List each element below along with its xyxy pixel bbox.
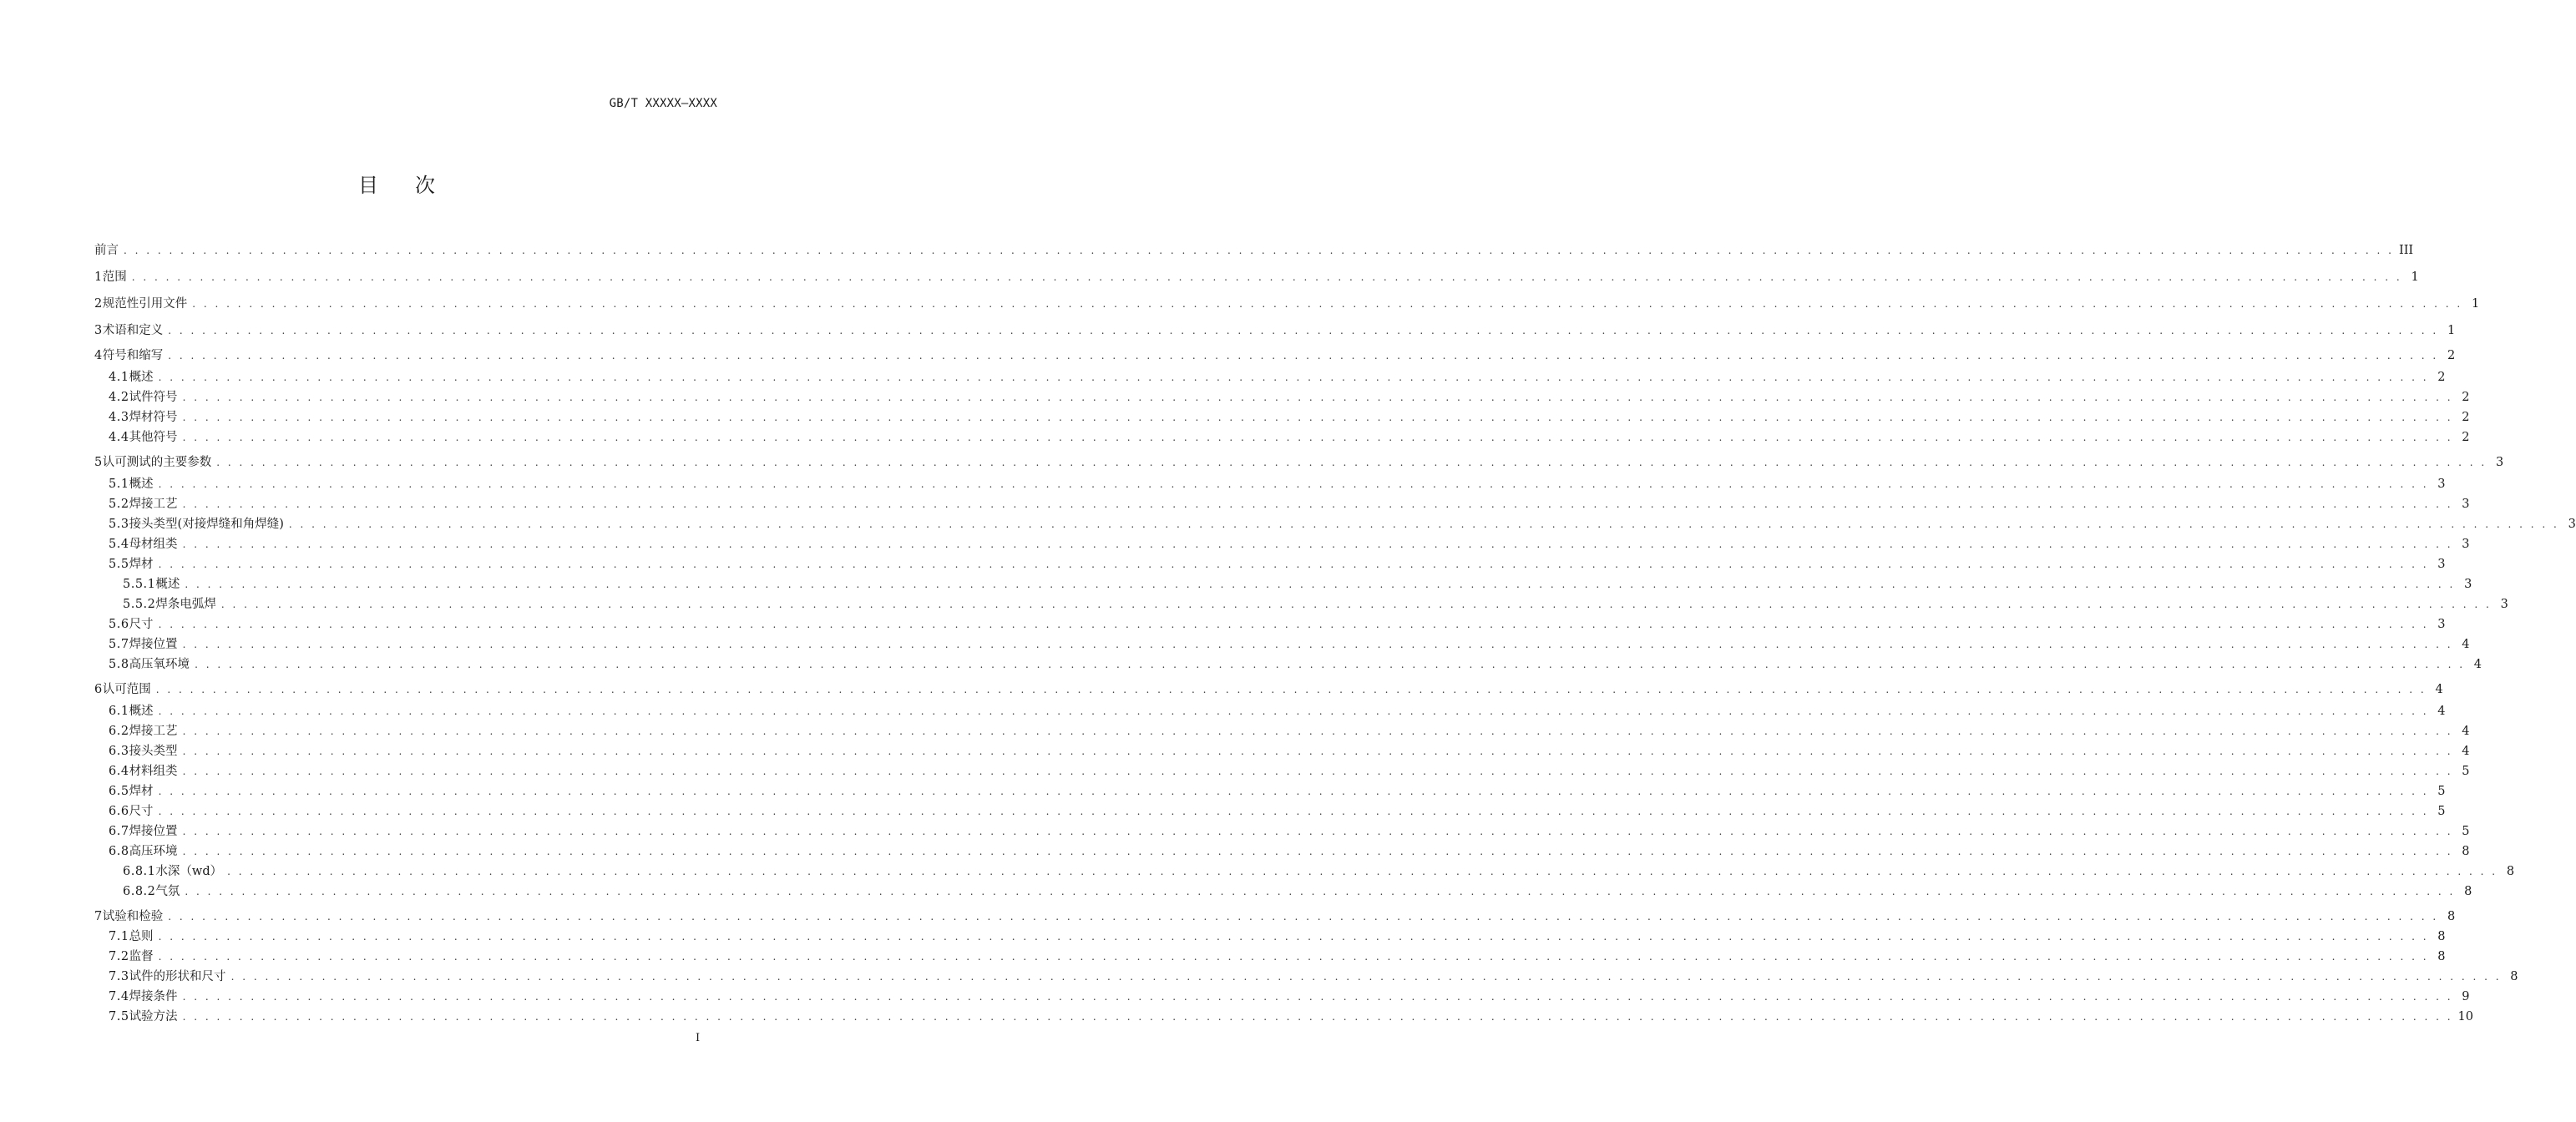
toc-leader-dots: . . . . . . . . . . . . . . . . . . . . . . . . . . . . . . . . . . . . . . . . . . . . . . . . . . . . . . . . . . . . . . . . . . . . . . . . . . . . . . . . . . . . . . . . . . . . . . . . . . . . . . . . . . . . . . . . . . . . . . . . . . . . . . . . . . . . . . . . . . . . . . . . . . . . . . . . . . . . . . . . . . . . . . . . . . . . . . . . . . . . . . . . . . . . . . . . . . . . . . . . xyxy=(182,639,2453,650)
toc-leader-dots: . . . . . . . . . . . . . . . . . . . . . . . . . . . . . . . . . . . . . . . . . . . . . . . . . . . . . . . . . . . . . . . . . . . . . . . . . . . . . . . . . . . . . . . . . . . . . . . . . . . . . . . . . . . . . . . . . . . . . . . . . . . . . . . . . . . . . . . . . . . . . . . . . . . . . . . . . . . . . . . . . . . . . . . . . . . . . . . . . . . . . . . . . . . . . . . . . . . . . . . . xyxy=(182,432,2453,443)
toc-entry-page: 8 xyxy=(2464,885,2472,898)
toc-entry-label: 概述 xyxy=(129,371,154,384)
toc-leader-dots: . . . . . . . . . . . . . . . . . . . . . . . . . . . . . . . . . . . . . . . . . . . . . . . . . . . . . . . . . . . . . . . . . . . . . . . . . . . . . . . . . . . . . . . . . . . . . . . . . . . . . . . . . . . . . . . . . . . . . . . . . . . . . . . . . . . . . . . . . . . . . . . . . . . . . . . . . . . . . . . . . . . . . . . . . . . . . . . . . . . . . . . . . . . . . . . . . . . . . . . . xyxy=(158,371,2429,383)
toc-entry-label: 监督 xyxy=(129,950,154,963)
toc-entry-number: 4.2 xyxy=(109,391,129,404)
toc-entry[interactable] xyxy=(94,429,2470,446)
toc-entry-page: 3 xyxy=(2500,598,2508,611)
toc-entry-number: 2 xyxy=(94,297,103,311)
toc-entry-label: 术语和定义 xyxy=(102,324,164,337)
toc-entry[interactable] xyxy=(94,681,2443,698)
toc-entry[interactable] xyxy=(94,347,2456,364)
toc-leader-dots: . . . . . . . . . . . . . . . . . . . . . . . . . . . . . . . . . . . . . . . . . . . . . . . . . . . . . . . . . . . . . . . . . . . . . . . . . . . . . . . . . . . . . . . . . . . . . . . . . . . . . . . . . . . . . . . . . . . . . . . . . . . . . . . . . . . . . . . . . . . . . . . . . . . . . . . . . . . . . . . . . . . . . . . . . . . . . . . . . . . . . . . . . . . . . . . . . . . . . . . . xyxy=(230,971,2502,983)
toc-entry[interactable] xyxy=(94,556,2446,573)
toc-entry[interactable] xyxy=(94,454,2504,471)
toc-entry-number: 6.4 xyxy=(109,765,129,778)
toc-leader-dots: . . . . . . . . . . . . . . . . . . . . . . . . . . . . . . . . . . . . . . . . . . . . . . . . . . . . . . . . . . . . . . . . . . . . . . . . . . . . . . . . . . . . . . . . . . . . . . . . . . . . . . . . . . . . . . . . . . . . . . . . . . . . . . . . . . . . . . . . . . . . . . . . . . . . . . . . . . . . . . . . . . . . . . . . . . . . . . . . . . . . . . . . . . . . . . . . . . . . . . . . xyxy=(155,684,2427,695)
toc-entry-number: 4.1 xyxy=(109,371,129,384)
toc-entry[interactable] xyxy=(94,928,2446,945)
toc-entry[interactable] xyxy=(94,516,2576,533)
toc-leader-dots: . . . . . . . . . . . . . . . . . . . . . . . . . . . . . . . . . . . . . . . . . . . . . . . . . . . . . . . . . . . . . . . . . . . . . . . . . . . . . . . . . . . . . . . . . . . . . . . . . . . . . . . . . . . . . . . . . . . . . . . . . . . . . . . . . . . . . . . . . . . . . . . . . . . . . . . . . . . . . . . . . . . . . . . . . . . . . . . . . . . . . . . . . . . . . . . . . . . . . . . . xyxy=(158,786,2429,797)
toc-leader-dots: . . . . . . . . . . . . . . . . . . . . . . . . . . . . . . . . . . . . . . . . . . . . . . . . . . . . . . . . . . . . . . . . . . . . . . . . . . . . . . . . . . . . . . . . . . . . . . . . . . . . . . . . . . . . . . . . . . . . . . . . . . . . . . . . . . . . . . . . . . . . . . . . . . . . . . . . . . . . . . . . . . . . . . . . . . . . . . . . . . . . . . . . . . . . . . . . . . . . . . . . xyxy=(124,245,2394,256)
toc-entry-label: 焊接条件 xyxy=(129,990,178,1003)
toc-entry-label: 接头类型 xyxy=(129,745,178,758)
toc-entry[interactable] xyxy=(94,409,2470,426)
toc-entry[interactable] xyxy=(94,968,2518,985)
toc-entry-page: III xyxy=(2398,244,2414,257)
toc-entry[interactable] xyxy=(94,269,2419,286)
toc-entry-label: 认可测试的主要参数 xyxy=(102,456,212,469)
toc-entry-number: 6.1 xyxy=(109,705,129,718)
toc-entry[interactable] xyxy=(94,863,2515,880)
toc-entry-label: 高压氧环境 xyxy=(129,658,190,671)
toc-leader-dots: . . . . . . . . . . . . . . . . . . . . . . . . . . . . . . . . . . . . . . . . . . . . . . . . . . . . . . . . . . . . . . . . . . . . . . . . . . . . . . . . . . . . . . . . . . . . . . . . . . . . . . . . . . . . . . . . . . . . . . . . . . . . . . . . . . . . . . . . . . . . . . . . . . . . . . . . . . . . . . . . . . . . . . . . . . . . . . . . . . . . . . . . . . . . . . . . . . . . . . . . xyxy=(158,619,2429,630)
toc-leader-dots: . . . . . . . . . . . . . . . . . . . . . . . . . . . . . . . . . . . . . . . . . . . . . . . . . . . . . . . . . . . . . . . . . . . . . . . . . . . . . . . . . . . . . . . . . . . . . . . . . . . . . . . . . . . . . . . . . . . . . . . . . . . . . . . . . . . . . . . . . . . . . . . . . . . . . . . . . . . . . . . . . . . . . . . . . . . . . . . . . . . . . . . . . . . . . . . . . . . . . . . . xyxy=(182,392,2453,403)
toc-entry-number: 7.4 xyxy=(109,990,129,1003)
toc-entry-label: 水深（wd） xyxy=(155,865,223,878)
toc-entry-label: 焊材 xyxy=(129,785,154,798)
toc-entry-label: 认可范围 xyxy=(102,683,151,696)
toc-entry-label: 高压环境 xyxy=(129,845,178,858)
toc-entry-label: 前言 xyxy=(94,244,119,257)
toc-entry-number: 6.3 xyxy=(109,745,129,758)
toc-entry-number: 7.1 xyxy=(109,930,129,943)
toc-entry-label: 气氛 xyxy=(155,885,180,898)
toc-entry[interactable] xyxy=(94,908,2456,925)
toc-entry-label: 焊接工艺 xyxy=(129,498,178,511)
toc-entry-number: 3 xyxy=(94,324,103,337)
toc-entry[interactable] xyxy=(94,596,2508,613)
toc-entry-number: 7.5 xyxy=(109,1010,129,1023)
page-title xyxy=(0,169,793,198)
toc-entry-number: 5.5.1 xyxy=(123,578,156,591)
toc-entry-label: 试验和检验 xyxy=(102,910,164,923)
toc-entry-number: 5.1 xyxy=(109,478,129,491)
toc-entry-page: 8 xyxy=(2437,950,2446,963)
toc-leader-dots: . . . . . . . . . . . . . . . . . . . . . . . . . . . . . . . . . . . . . . . . . . . . . . . . . . . . . . . . . . . . . . . . . . . . . . . . . . . . . . . . . . . . . . . . . . . . . . . . . . . . . . . . . . . . . . . . . . . . . . . . . . . . . . . . . . . . . . . . . . . . . . . . . . . . . . . . . . . . . . . . . . . . . . . . . . . . . . . . . . . . . . . . . . . . . . . . . . . . . . . . xyxy=(158,806,2429,817)
toc-entry-page: 5 xyxy=(2462,765,2470,778)
toc-entry-page: 4 xyxy=(2462,725,2470,738)
toc-entry-number: 4 xyxy=(94,349,103,362)
toc-entry-page: 8 xyxy=(2447,910,2456,923)
toc-entry-number: 6.8.2 xyxy=(123,885,156,898)
toc-leader-dots: . . . . . . . . . . . . . . . . . . . . . . . . . . . . . . . . . . . . . . . . . . . . . . . . . . . . . . . . . . . . . . . . . . . . . . . . . . . . . . . . . . . . . . . . . . . . . . . . . . . . . . . . . . . . . . . . . . . . . . . . . . . . . . . . . . . . . . . . . . . . . . . . . . . . . . . . . . . . . . . . . . . . . . . . . . . . . . . . . . . . . . . . . . . . . . . . . . . . . . . . xyxy=(158,931,2429,943)
toc-entry-page: 3 xyxy=(2462,538,2470,551)
toc-entry-label: 概述 xyxy=(129,705,154,718)
toc-entry-number: 7.2 xyxy=(109,950,129,963)
toc-leader-dots: . . . . . . . . . . . . . . . . . . . . . . . . . . . . . . . . . . . . . . . . . . . . . . . . . . . . . . . . . . . . . . . . . . . . . . . . . . . . . . . . . . . . . . . . . . . . . . . . . . . . . . . . . . . . . . . . . . . . . . . . . . . . . . . . . . . . . . . . . . . . . . . . . . . . . . . . . . . . . . . . . . . . . . . . . . . . . . . . . . . . . . . . . . . . . . . . . . . . . . . . xyxy=(195,659,2466,670)
toc-entry[interactable] xyxy=(94,703,2446,720)
toc-entry-number: 5.5.2 xyxy=(123,598,156,611)
toc-entry-number: 1 xyxy=(94,270,103,284)
toc-entry-label: 焊材 xyxy=(129,558,154,571)
toc-entry[interactable] xyxy=(94,743,2470,760)
toc-entry[interactable] xyxy=(94,783,2446,800)
toc-entry-page: 1 xyxy=(2471,297,2480,311)
toc-leader-dots: . . . . . . . . . . . . . . . . . . . . . . . . . . . . . . . . . . . . . . . . . . . . . . . . . . . . . . . . . . . . . . . . . . . . . . . . . . . . . . . . . . . . . . . . . . . . . . . . . . . . . . . . . . . . . . . . . . . . . . . . . . . . . . . . . . . . . . . . . . . . . . . . . . . . . . . . . . . . . . . . . . . . . . . . . . . . . . . . . . . . . . . . . . . . . . . . . . . . . . . . xyxy=(182,846,2453,857)
toc-entry-label: 焊接工艺 xyxy=(129,725,178,738)
toc-entry-page: 2 xyxy=(2462,431,2470,444)
toc-leader-dots: . . . . . . . . . . . . . . . . . . . . . . . . . . . . . . . . . . . . . . . . . . . . . . . . . . . . . . . . . . . . . . . . . . . . . . . . . . . . . . . . . . . . . . . . . . . . . . . . . . . . . . . . . . . . . . . . . . . . . . . . . . . . . . . . . . . . . . . . . . . . . . . . . . . . . . . . . . . . . . . . . . . . . . . . . . . . . . . . . . . . . . . . . . . . . . . . . . . . . . . . xyxy=(182,826,2453,837)
toc-entry[interactable] xyxy=(94,369,2446,386)
toc-entry-page: 3 xyxy=(2437,558,2446,571)
toc-entry[interactable] xyxy=(94,476,2446,493)
toc-entry-page: 8 xyxy=(2437,930,2446,943)
toc-entry-number: 7.3 xyxy=(109,970,129,983)
toc-leader-dots: . . . . . . . . . . . . . . . . . . . . . . . . . . . . . . . . . . . . . . . . . . . . . . . . . . . . . . . . . . . . . . . . . . . . . . . . . . . . . . . . . . . . . . . . . . . . . . . . . . . . . . . . . . . . . . . . . . . . . . . . . . . . . . . . . . . . . . . . . . . . . . . . . . . . . . . . . . . . . . . . . . . . . . . . . . . . . . . . . . . . . . . . . . . . . . . . . . . . . . . . xyxy=(220,599,2492,610)
toc-entry-page: 5 xyxy=(2437,805,2446,818)
toc-entry-page: 4 xyxy=(2473,658,2482,671)
toc-entry[interactable] xyxy=(94,763,2470,780)
toc-entry-number: 5.4 xyxy=(109,538,129,551)
toc-entry-page: 4 xyxy=(2437,705,2446,718)
toc-leader-dots: . . . . . . . . . . . . . . . . . . . . . . . . . . . . . . . . . . . . . . . . . . . . . . . . . . . . . . . . . . . . . . . . . . . . . . . . . . . . . . . . . . . . . . . . . . . . . . . . . . . . . . . . . . . . . . . . . . . . . . . . . . . . . . . . . . . . . . . . . . . . . . . . . . . . . . . . . . . . . . . . . . . . . . . . . . . . . . . . . . . . . . . . . . . . . . . . . . . . . . . . xyxy=(182,766,2453,777)
toc-leader-dots: . . . . . . . . . . . . . . . . . . . . . . . . . . . . . . . . . . . . . . . . . . . . . . . . . . . . . . . . . . . . . . . . . . . . . . . . . . . . . . . . . . . . . . . . . . . . . . . . . . . . . . . . . . . . . . . . . . . . . . . . . . . . . . . . . . . . . . . . . . . . . . . . . . . . . . . . . . . . . . . . . . . . . . . . . . . . . . . . . . . . . . . . . . . . . . . . . . . . . . . . xyxy=(182,412,2453,423)
title-char-2: 次 xyxy=(415,174,435,197)
toc-entry-page: 3 xyxy=(2437,478,2446,491)
title-char-1: 目 xyxy=(358,174,378,197)
toc-entry-page: 5 xyxy=(2462,825,2470,838)
toc-entry[interactable] xyxy=(94,496,2470,513)
toc-entry[interactable] xyxy=(94,536,2470,553)
toc-entry-page: 2 xyxy=(2462,391,2470,404)
toc-leader-dots: . . . . . . . . . . . . . . . . . . . . . . . . . . . . . . . . . . . . . . . . . . . . . . . . . . . . . . . . . . . . . . . . . . . . . . . . . . . . . . . . . . . . . . . . . . . . . . . . . . . . . . . . . . . . . . . . . . . . . . . . . . . . . . . . . . . . . . . . . . . . . . . . . . . . . . . . . . . . . . . . . . . . . . . . . . . . . . . . . . . . . . . . . . . . . . . . . . . . . . . . xyxy=(192,298,2463,310)
toc-leader-dots: . . . . . . . . . . . . . . . . . . . . . . . . . . . . . . . . . . . . . . . . . . . . . . . . . . . . . . . . . . . . . . . . . . . . . . . . . . . . . . . . . . . . . . . . . . . . . . . . . . . . . . . . . . . . . . . . . . . . . . . . . . . . . . . . . . . . . . . . . . . . . . . . . . . . . . . . . . . . . . . . . . . . . . . . . . . . . . . . . . . . . . . . . . . . . . . . . . . . . . . . xyxy=(158,951,2429,963)
toc-entry-number: 5.7 xyxy=(109,638,129,651)
toc-entry-label: 概述 xyxy=(155,578,180,591)
toc-entry-label: 试件符号 xyxy=(129,391,178,404)
toc-entry-label: 总则 xyxy=(129,930,154,943)
toc-entry[interactable] xyxy=(94,636,2470,653)
toc-entry-label: 概述 xyxy=(129,478,154,491)
toc-entry-number: 5 xyxy=(94,456,103,469)
toc-entry[interactable] xyxy=(94,723,2470,740)
toc-entry-label: 试验方法 xyxy=(129,1010,178,1023)
toc-entry-number: 6.8 xyxy=(109,845,129,858)
toc-entry-page: 2 xyxy=(2447,349,2456,362)
toc-entry[interactable] xyxy=(94,823,2470,840)
toc-entry-page: 4 xyxy=(2462,638,2470,651)
toc-entry-page: 3 xyxy=(2568,518,2576,531)
toc-entry-label: 焊接位置 xyxy=(129,638,178,651)
toc-leader-dots: . . . . . . . . . . . . . . . . . . . . . . . . . . . . . . . . . . . . . . . . . . . . . . . . . . . . . . . . . . . . . . . . . . . . . . . . . . . . . . . . . . . . . . . . . . . . . . . . . . . . . . . . . . . . . . . . . . . . . . . . . . . . . . . . . . . . . . . . . . . . . . . . . . . . . . . . . . . . . . . . . . . . . . . . . . . . . . . . . . . . . . . . . . . . . . . . . . . . . . . . xyxy=(216,457,2487,468)
toc-entry-label: 试件的形状和尺寸 xyxy=(129,970,226,983)
toc-entry[interactable] xyxy=(94,988,2470,1005)
toc-leader-dots: . . . . . . . . . . . . . . . . . . . . . . . . . . . . . . . . . . . . . . . . . . . . . . . . . . . . . . . . . . . . . . . . . . . . . . . . . . . . . . . . . . . . . . . . . . . . . . . . . . . . . . . . . . . . . . . . . . . . . . . . . . . . . . . . . . . . . . . . . . . . . . . . . . . . . . . . . . . . . . . . . . . . . . . . . . . . . . . . . . . . . . . . . . . . . . . . . . . . . . . . xyxy=(288,518,2559,530)
toc-leader-dots: . . . . . . . . . . . . . . . . . . . . . . . . . . . . . . . . . . . . . . . . . . . . . . . . . . . . . . . . . . . . . . . . . . . . . . . . . . . . . . . . . . . . . . . . . . . . . . . . . . . . . . . . . . . . . . . . . . . . . . . . . . . . . . . . . . . . . . . . . . . . . . . . . . . . . . . . . . . . . . . . . . . . . . . . . . . . . . . . . . . . . . . . . . . . . . . . . . . . . . . . xyxy=(168,325,2439,336)
toc-entry-number: 6.8.1 xyxy=(123,865,156,878)
toc-entry-label: 母材组类 xyxy=(129,538,178,551)
toc-leader-dots: . . . . . . . . . . . . . . . . . . . . . . . . . . . . . . . . . . . . . . . . . . . . . . . . . . . . . . . . . . . . . . . . . . . . . . . . . . . . . . . . . . . . . . . . . . . . . . . . . . . . . . . . . . . . . . . . . . . . . . . . . . . . . . . . . . . . . . . . . . . . . . . . . . . . . . . . . . . . . . . . . . . . . . . . . . . . . . . . . . . . . . . . . . . . . . . . . . . . . . . . xyxy=(227,866,2498,877)
toc-entry-number: 5.3 xyxy=(109,518,129,531)
toc-entry-number: 6.7 xyxy=(109,825,129,838)
toc-entry-page: 5 xyxy=(2437,785,2446,798)
toc-entry-label: 焊接位置 xyxy=(129,825,178,838)
toc-entry[interactable] xyxy=(94,576,2472,593)
toc-entry-page: 3 xyxy=(2437,618,2446,631)
toc-entry[interactable] xyxy=(94,389,2470,406)
toc-leader-dots: . . . . . . . . . . . . . . . . . . . . . . . . . . . . . . . . . . . . . . . . . . . . . . . . . . . . . . . . . . . . . . . . . . . . . . . . . . . . . . . . . . . . . . . . . . . . . . . . . . . . . . . . . . . . . . . . . . . . . . . . . . . . . . . . . . . . . . . . . . . . . . . . . . . . . . . . . . . . . . . . . . . . . . . . . . . . . . . . . . . . . . . . . . . . . . . . . . . . . . . . xyxy=(182,745,2453,757)
toc-entry[interactable] xyxy=(94,948,2446,965)
toc-leader-dots: . . . . . . . . . . . . . . . . . . . . . . . . . . . . . . . . . . . . . . . . . . . . . . . . . . . . . . . . . . . . . . . . . . . . . . . . . . . . . . . . . . . . . . . . . . . . . . . . . . . . . . . . . . . . . . . . . . . . . . . . . . . . . . . . . . . . . . . . . . . . . . . . . . . . . . . . . . . . . . . . . . . . . . . . . . . . . . . . . . . . . . . . . . . . . . . . . . . . . . . . xyxy=(182,498,2453,510)
toc-entry-label: 尺寸 xyxy=(129,618,154,631)
toc-entry-page: 3 xyxy=(2462,498,2470,511)
page-number: I xyxy=(696,1032,701,1044)
toc-entry-number: 4.4 xyxy=(109,431,129,444)
toc-leader-dots: . . . . . . . . . . . . . . . . . . . . . . . . . . . . . . . . . . . . . . . . . . . . . . . . . . . . . . . . . . . . . . . . . . . . . . . . . . . . . . . . . . . . . . . . . . . . . . . . . . . . . . . . . . . . . . . . . . . . . . . . . . . . . . . . . . . . . . . . . . . . . . . . . . . . . . . . . . . . . . . . . . . . . . . . . . . . . . . . . . . . . . . . . . . . . . . . . . . . . . . . xyxy=(158,705,2429,717)
toc-entry-label: 焊材符号 xyxy=(129,411,178,424)
toc-entry-page: 2 xyxy=(2462,411,2470,424)
toc-entry-number: 4.3 xyxy=(109,411,129,424)
toc-leader-dots: . . . . . . . . . . . . . . . . . . . . . . . . . . . . . . . . . . . . . . . . . . . . . . . . . . . . . . . . . . . . . . . . . . . . . . . . . . . . . . . . . . . . . . . . . . . . . . . . . . . . . . . . . . . . . . . . . . . . . . . . . . . . . . . . . . . . . . . . . . . . . . . . . . . . . . . . . . . . . . . . . . . . . . . . . . . . . . . . . . . . . . . . . . . . . . . . . . . . . . . . xyxy=(168,911,2439,922)
toc-entry-page: 4 xyxy=(2435,683,2443,696)
toc-entry-page: 3 xyxy=(2464,578,2472,591)
toc-entry-number: 6 xyxy=(94,683,103,696)
toc-entry-number: 6.2 xyxy=(109,725,129,738)
toc-leader-dots: . . . . . . . . . . . . . . . . . . . . . . . . . . . . . . . . . . . . . . . . . . . . . . . . . . . . . . . . . . . . . . . . . . . . . . . . . . . . . . . . . . . . . . . . . . . . . . . . . . . . . . . . . . . . . . . . . . . . . . . . . . . . . . . . . . . . . . . . . . . . . . . . . . . . . . . . . . . . . . . . . . . . . . . . . . . . . . . . . . . . . . . . . . . . . . . . . . . . . . . . xyxy=(182,725,2453,737)
toc-entry[interactable] xyxy=(94,1008,2473,1025)
toc-entry-label: 规范性引用文件 xyxy=(102,297,188,311)
toc-entry[interactable] xyxy=(94,242,2414,259)
toc-entry-label: 符号和缩写 xyxy=(102,349,164,362)
toc-entry-label: 尺寸 xyxy=(129,805,154,818)
toc-leader-dots: . . . . . . . . . . . . . . . . . . . . . . . . . . . . . . . . . . . . . . . . . . . . . . . . . . . . . . . . . . . . . . . . . . . . . . . . . . . . . . . . . . . . . . . . . . . . . . . . . . . . . . . . . . . . . . . . . . . . . . . . . . . . . . . . . . . . . . . . . . . . . . . . . . . . . . . . . . . . . . . . . . . . . . . . . . . . . . . . . . . . . . . . . . . . . . . . . . . . . . . . xyxy=(185,579,2456,590)
toc-leader-dots: . . . . . . . . . . . . . . . . . . . . . . . . . . . . . . . . . . . . . . . . . . . . . . . . . . . . . . . . . . . . . . . . . . . . . . . . . . . . . . . . . . . . . . . . . . . . . . . . . . . . . . . . . . . . . . . . . . . . . . . . . . . . . . . . . . . . . . . . . . . . . . . . . . . . . . . . . . . . . . . . . . . . . . . . . . . . . . . . . . . . . . . . . . . . . . . . . . . . . . . . xyxy=(182,991,2453,1003)
toc-entry[interactable] xyxy=(94,656,2482,673)
toc-leader-dots: . . . . . . . . . . . . . . . . . . . . . . . . . . . . . . . . . . . . . . . . . . . . . . . . . . . . . . . . . . . . . . . . . . . . . . . . . . . . . . . . . . . . . . . . . . . . . . . . . . . . . . . . . . . . . . . . . . . . . . . . . . . . . . . . . . . . . . . . . . . . . . . . . . . . . . . . . . . . . . . . . . . . . . . . . . . . . . . . . . . . . . . . . . . . . . . . . . . . . . . . xyxy=(168,350,2439,361)
toc-entry[interactable] xyxy=(94,322,2456,339)
toc-leader-dots: . . . . . . . . . . . . . . . . . . . . . . . . . . . . . . . . . . . . . . . . . . . . . . . . . . . . . . . . . . . . . . . . . . . . . . . . . . . . . . . . . . . . . . . . . . . . . . . . . . . . . . . . . . . . . . . . . . . . . . . . . . . . . . . . . . . . . . . . . . . . . . . . . . . . . . . . . . . . . . . . . . . . . . . . . . . . . . . . . . . . . . . . . . . . . . . . . . . . . . . . xyxy=(182,1011,2453,1023)
toc-entry-page: 3 xyxy=(2495,456,2504,469)
toc-entry-page: 9 xyxy=(2462,990,2470,1003)
toc-entry-page: 8 xyxy=(2506,865,2515,878)
toc-entry[interactable] xyxy=(94,616,2446,633)
toc-entry-page: 2 xyxy=(2437,371,2446,384)
toc-entry-page: 8 xyxy=(2462,845,2470,858)
toc-entry-page: 8 xyxy=(2510,970,2518,983)
toc-entry-label: 其他符号 xyxy=(129,431,178,444)
toc-leader-dots: . . . . . . . . . . . . . . . . . . . . . . . . . . . . . . . . . . . . . . . . . . . . . . . . . . . . . . . . . . . . . . . . . . . . . . . . . . . . . . . . . . . . . . . . . . . . . . . . . . . . . . . . . . . . . . . . . . . . . . . . . . . . . . . . . . . . . . . . . . . . . . . . . . . . . . . . . . . . . . . . . . . . . . . . . . . . . . . . . . . . . . . . . . . . . . . . . . . . . . . . xyxy=(158,478,2429,490)
toc-leader-dots: . . . . . . . . . . . . . . . . . . . . . . . . . . . . . . . . . . . . . . . . . . . . . . . . . . . . . . . . . . . . . . . . . . . . . . . . . . . . . . . . . . . . . . . . . . . . . . . . . . . . . . . . . . . . . . . . . . . . . . . . . . . . . . . . . . . . . . . . . . . . . . . . . . . . . . . . . . . . . . . . . . . . . . . . . . . . . . . . . . . . . . . . . . . . . . . . . . . . . . . . xyxy=(182,538,2453,550)
toc-entry-page: 4 xyxy=(2462,745,2470,758)
toc-entry-page: 10 xyxy=(2457,1010,2473,1023)
standard-code: GB/T XXXXX—XXXX xyxy=(609,97,717,110)
toc-entry-number: 6.6 xyxy=(109,805,129,818)
toc-entry[interactable] xyxy=(94,296,2480,312)
toc-entry-number: 6.5 xyxy=(109,785,129,798)
toc-entry-label: 焊条电弧焊 xyxy=(155,598,216,611)
toc-entry-number: 5.2 xyxy=(109,498,129,511)
toc-entry-number: 5.6 xyxy=(109,618,129,631)
toc-entry-number: 5.5 xyxy=(109,558,129,571)
toc-entry-number: 5.8 xyxy=(109,658,129,671)
toc-entry[interactable] xyxy=(94,843,2470,860)
toc-leader-dots: . . . . . . . . . . . . . . . . . . . . . . . . . . . . . . . . . . . . . . . . . . . . . . . . . . . . . . . . . . . . . . . . . . . . . . . . . . . . . . . . . . . . . . . . . . . . . . . . . . . . . . . . . . . . . . . . . . . . . . . . . . . . . . . . . . . . . . . . . . . . . . . . . . . . . . . . . . . . . . . . . . . . . . . . . . . . . . . . . . . . . . . . . . . . . . . . . . . . . . . . xyxy=(185,886,2456,897)
toc-entry-label: 材料组类 xyxy=(129,765,178,778)
toc-entry[interactable] xyxy=(94,883,2472,900)
toc-entry-label: 范围 xyxy=(102,270,127,284)
toc-entry-number: 7 xyxy=(94,910,103,923)
toc-entry-page: 1 xyxy=(2411,270,2419,284)
toc-entry[interactable] xyxy=(94,803,2446,820)
toc-entry-label: 接头类型(对接焊缝和角焊缝) xyxy=(129,518,284,531)
toc-leader-dots: . . . . . . . . . . . . . . . . . . . . . . . . . . . . . . . . . . . . . . . . . . . . . . . . . . . . . . . . . . . . . . . . . . . . . . . . . . . . . . . . . . . . . . . . . . . . . . . . . . . . . . . . . . . . . . . . . . . . . . . . . . . . . . . . . . . . . . . . . . . . . . . . . . . . . . . . . . . . . . . . . . . . . . . . . . . . . . . . . . . . . . . . . . . . . . . . . . . . . . . . xyxy=(131,271,2402,283)
toc-leader-dots: . . . . . . . . . . . . . . . . . . . . . . . . . . . . . . . . . . . . . . . . . . . . . . . . . . . . . . . . . . . . . . . . . . . . . . . . . . . . . . . . . . . . . . . . . . . . . . . . . . . . . . . . . . . . . . . . . . . . . . . . . . . . . . . . . . . . . . . . . . . . . . . . . . . . . . . . . . . . . . . . . . . . . . . . . . . . . . . . . . . . . . . . . . . . . . . . . . . . . . . . xyxy=(158,558,2429,570)
toc-entry-page: 1 xyxy=(2447,324,2456,337)
